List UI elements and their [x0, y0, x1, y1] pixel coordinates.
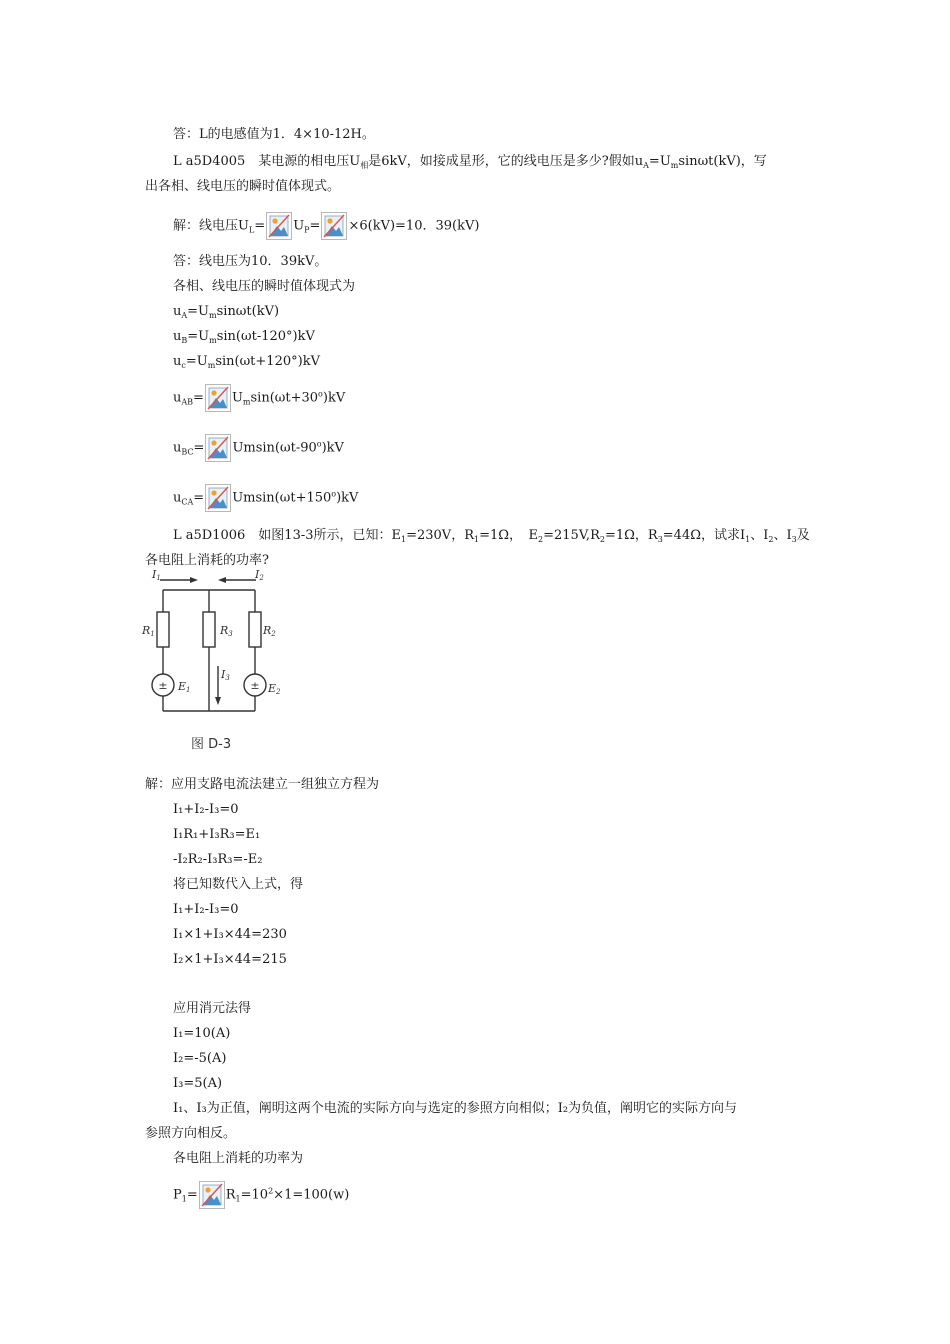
solution-2-intro: 解：应用支路电流法建立一组独立方程为: [145, 777, 380, 792]
circuit-diagram: [138, 568, 288, 718]
line-voltage-bc: $u_{BC}=$ Umsin(ωt-90$^o$)kV: [173, 434, 344, 463]
svg-text:±: ±: [158, 679, 168, 692]
substituted-equation-1: I₁+I₂-I₃=0: [173, 902, 239, 917]
power-p1: $P_1=$ $R_1=10^2\times 1=100(w)$: [173, 1181, 349, 1210]
svg-text:E1: E1: [178, 680, 191, 694]
substituted-equation-3: I₂×1+I₃×44=215: [173, 952, 287, 967]
formula-image-icon: [205, 384, 231, 412]
svg-text:I1: I1: [152, 568, 161, 582]
formula-image-icon: [205, 434, 231, 462]
formula-image-icon: [205, 484, 231, 512]
power-intro: 各电阻上消耗的功率为: [173, 1151, 304, 1166]
result-i1: I₁=10(A): [173, 1026, 231, 1041]
formula-image-icon: [321, 212, 347, 240]
svg-text:R1: R1: [142, 624, 155, 638]
explanation-line-2: 参照方向相反。: [145, 1126, 237, 1141]
substitution-intro: 将已知数代入上式，得: [173, 877, 304, 892]
result-i3: I₃=5(A): [173, 1076, 223, 1091]
question-2-line-1: L a5D1006 如图13-3所示，已知：$E_1=230V$，$R_1=1\Omega$， $E_2=215V,R_2=1\Omega$，$R_3=44\Omega$，试求$I_1$、$I_2$、$I_3$及: [173, 528, 810, 544]
equation-2: I₁R₁+I₃R₃=E₁: [173, 827, 261, 842]
answer-1: 答：线电压为10．39kV。: [173, 254, 328, 269]
expression-intro: 各相、线电压的瞬时值体现式为: [173, 279, 356, 294]
substituted-equation-2: I₁×1+I₃×44=230: [173, 927, 287, 942]
result-i2: I₂=-5(A): [173, 1051, 227, 1066]
answer-inductance: 答：L的电感值为1．4×10-12H。: [173, 127, 375, 142]
equation-3: -I₂R₂-I₃R₃=-E₂: [173, 852, 263, 867]
svg-text:I2: I2: [255, 568, 264, 582]
svg-text:±: ±: [250, 679, 260, 692]
elimination-intro: 应用消元法得: [173, 1001, 252, 1016]
question-2-line-2: 各电阻上消耗的功率?: [145, 553, 269, 568]
svg-text:R3: R3: [220, 624, 233, 638]
figure-caption: 图 D-3: [191, 737, 232, 752]
question-1-line-2: 出各相、线电压的瞬时值体现式。: [145, 179, 341, 194]
solution-1-line-voltage: 解：线电压$U_L=$ $U_P=$ ×6(kV)=10．39(kV): [173, 212, 479, 241]
svg-text:R2: R2: [263, 624, 276, 638]
phase-voltage-b: $u_B=U_m\sin(\omega t-120^\circ)kV$: [173, 329, 315, 345]
formula-image-icon: [266, 212, 292, 240]
equation-1: I₁+I₂-I₃=0: [173, 802, 239, 817]
phase-voltage-c: $u_c=U_m\sin(\omega t+120^\circ)kV$: [173, 354, 320, 370]
line-voltage-ca: $u_{CA}=$ $Umsin(\omega t+150^o)kV$: [173, 484, 358, 513]
svg-text:E2: E2: [268, 682, 281, 696]
formula-image-icon: [199, 1181, 225, 1209]
phase-voltage-a: $u_A=U_m\sin\omega t(kV)$: [173, 304, 280, 320]
line-voltage-ab: $u_{AB}=$ $U_m\sin(\omega t+30^o)kV$: [173, 384, 345, 413]
svg-text:I3: I3: [221, 668, 230, 682]
question-1-line-1: L a5D4005 某电源的相电压$U_相$是6kV，如接成星形，它的线电压是多少?假如$u_A=U_m\sin\omega t(kV)$，写: [173, 154, 767, 170]
explanation-line-1: I₁、I₃为正值，阐明这两个电流的实际方向与选定的参照方向相似；I₂为负值，阐明它的实际方向与: [173, 1101, 738, 1116]
